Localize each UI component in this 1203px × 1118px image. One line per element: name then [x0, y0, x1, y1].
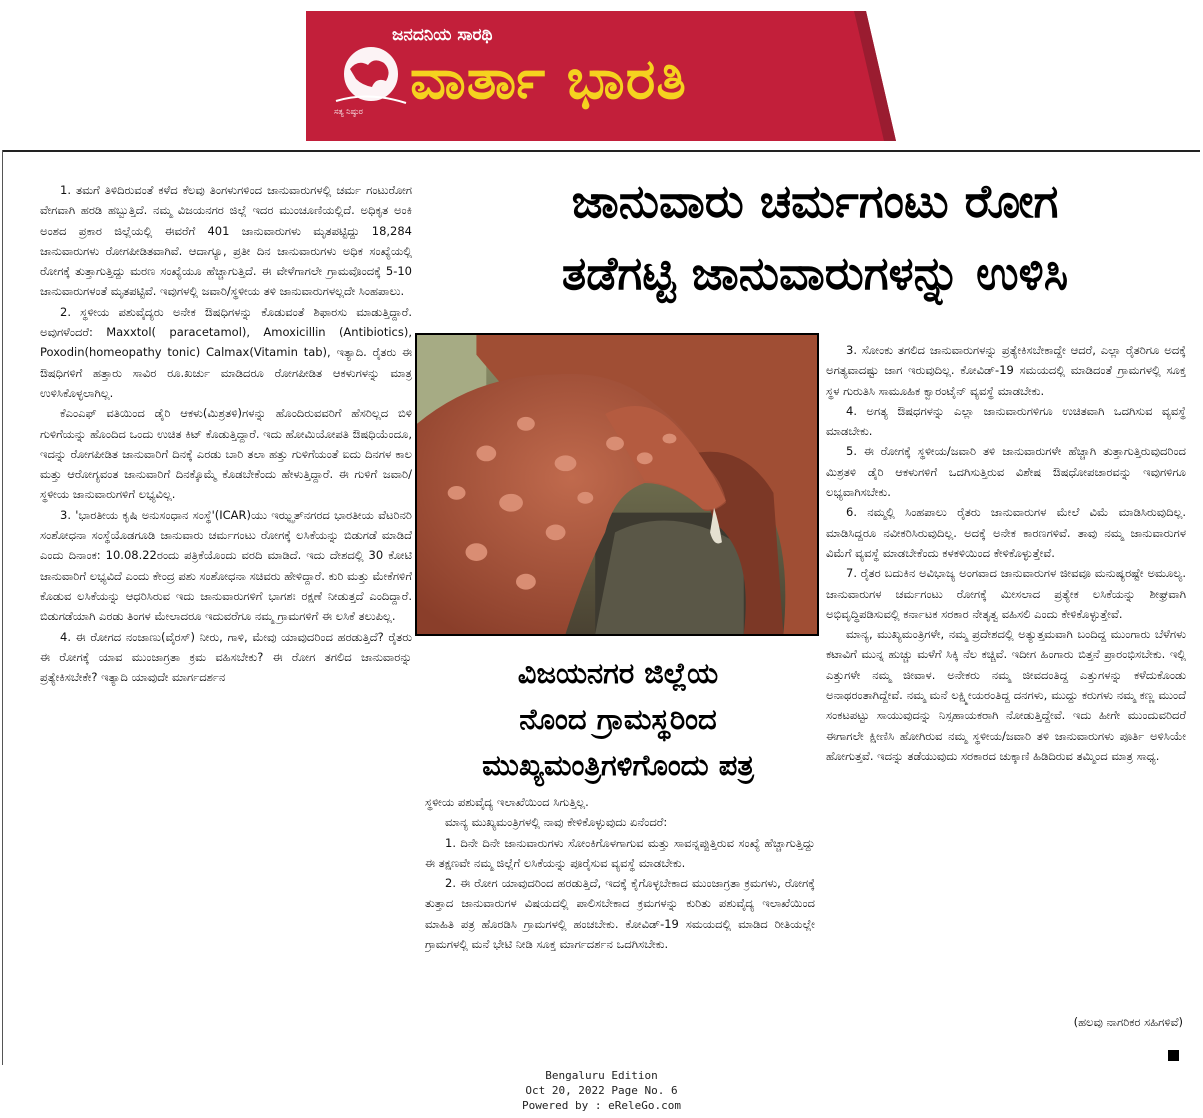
paragraph: 3. 'ಭಾರತೀಯ ಕೃಷಿ ಅನುಸಂಧಾನ ಸಂಸ್ಥೆ'(ICAR)ಯು ಇಝ್ಝತ್‌ನಗರದ ಭಾರತೀಯ ವೆಟರಿನರಿ ಸಂಶೋಧನಾ ಸಂಸ್ಥೆಯೊಡಗೂಡಿ ಜಾನುವಾರು ಚರ್ಮಗಂಟು ರೋಗಕ್ಕೆ ಲಸಿಕೆಯನ್ನು ಬಿಡುಗಡೆ ಮಾಡಿದೆ ಎಂದು ದಿನಾಂಕ: 10.08.22ರಂದು ಪತ್ರಿಕೆಯೊಂದು ವರದಿ ಮಾಡಿದೆ. ಇದು ದೇಶದಲ್ಲಿ 30 ಕೋಟಿ ಜಾನುವಾರಿಗೆ ಲಭ್ಯವಿದೆ ಎಂದು ಕೇಂದ್ರ ಪಶು ಸಂಶೋಧನಾ ಸಚಿವರು ಹೇಳಿದ್ದಾರೆ. ಕುರಿ ಮತ್ತು ಮೇಕೆಗಳಿಗೆ ಕೊಡುವ ಲಸಿಕೆಯನ್ನು ಆಧರಿಸಿರುವ ಇದು ಜಾನುವಾರುಗಳಿಗೆ ಭಾಗಶಃ ರಕ್ಷಣೆ ನೀಡುತ್ತದೆ ಎಂದಿದ್ದಾರೆ. ಬಿಡುಗಡೆಯಾಗಿ ಎರಡು ತಿಂಗಳ ಮೇಲಾದರೂ ಇದುವರೆಗೂ ನಮ್ಮ ಗ್ರಾಮಗಳಿಗೆ ಈ ಲಸಿಕೆ ತಲುಪಿಲ್ಲ. [40, 507, 412, 624]
top-divider [2, 150, 1200, 152]
paragraph: ಮಾನ್ಯ ಮುಖ್ಯಮಂತ್ರಿಗಳಲ್ಲಿ ನಾವು ಕೇಳಿಕೊಳ್ಳುವುದು ಏನೆಂದರೆ: [445, 815, 668, 830]
masthead-tagline: ಜನದನಿಯ ಸಾರಥಿ [392, 25, 493, 45]
footer-powered-by: Powered by : eReleGo.com [522, 1099, 681, 1112]
page-footer [0, 1068, 1203, 1113]
masthead-logo [306, 11, 896, 141]
headline-line-1: ಜಾನುವಾರು ಚರ್ಮಗಂಟು ರೋಗ [571, 174, 1059, 228]
article-signoff: (ಹಲವು ನಾಗರಿಕರ ಸಹಿಗಳಿವೆ) [1073, 1015, 1183, 1029]
end-of-article-mark [1168, 1050, 1179, 1061]
paragraph: 7. ರೈತರ ಬದುಕಿನ ಅವಿಭಾಜ್ಯ ಅಂಗವಾದ ಜಾನುವಾರುಗಳ ಜೀವವೂ ಮನುಷ್ಯರಷ್ಟೇ ಅಮೂಲ್ಯ. ಜಾನುವಾರುಗಳ ಚರ್ಮಗಂಟು ರೋಗಕ್ಕೆ ಮೀಸಲಾದ ಪ್ರತ್ಯೇಕ ಲಸಿಕೆಯನ್ನು ಶೀಘ್ರವಾಗಿ ಅಭಿವೃದ್ಧಿಪಡಿಸುವಲ್ಲಿ ಕರ್ನಾಟಕ ಸರಕಾರ ನೇತೃತ್ವ ವಹಿಸಲಿ ಎಂದು ಕೇಳಿಕೊಳ್ಳುತ್ತೇವೆ. [826, 566, 1186, 621]
footer-date-page: Oct 20, 2022 Page No. 6 [525, 1084, 678, 1097]
paragraph: 3. ಸೋಂಕು ತಗಲಿದ ಜಾನುವಾರುಗಳನ್ನು ಪ್ರತ್ಯೇಕಿಸಬೇಕಾದ್ದೇ ಆದರೆ, ಎಲ್ಲಾ ರೈತರಿಗೂ ಅದಕ್ಕೆ ಅಗತ್ಯವಾದಷ್ಟು ಜಾಗ ಇರುವುದಿಲ್ಲ. ಕೋವಿಡ್-19 ಸಮಯದಲ್ಲಿ ಮಾಡಿದಂತೆ ಗ್ರಾಮಗಳಲ್ಲಿ ಸೂಕ್ತ ಸ್ಥಳ ಗುರುತಿಸಿ ಸಾಮೂಹಿಕ ಕ್ವಾರಂಟೈನ್ ವ್ಯವಸ್ಥೆ ಮಾಡಬೇಕು. [826, 343, 1186, 398]
article-subheadline [418, 650, 818, 788]
paragraph: 4. ಅಗತ್ಯ ಔಷಧಗಳನ್ನು ಎಲ್ಲಾ ಜಾನುವಾರುಗಳಿಗೂ ಉಚಿತವಾಗಿ ಒದಗಿಸುವ ವ್ಯವಸ್ಥೆ ಮಾಡಬೇಕು. [826, 403, 1186, 439]
paragraph: ಕೆಎಂಎಫ್ ವತಿಯಿಂದ ಡೈರಿ ಆಕಳು(ಮಿಶ್ರತಳಿ)ಗಳನ್ನು ಹೊಂದಿರುವವರಿಗೆ ಹೆಸರಿಲ್ಲದ ಬಿಳಿ ಗುಳಿಗೆಯನ್ನು ಹೊಂದಿದ ಒಂದು ಉಚಿತ ಕಿಟ್ ಕೊಡುತ್ತಿದ್ದಾರೆ. ಇದು ಹೋಮಿಯೋಪತಿ ಔಷಧಿಯೆಂದೂ, ಇದನ್ನು ರೋಗಪೀಡಿತ ಜಾನುವಾರಿಗೆ ದಿನಕ್ಕೆ ಎರಡು ಬಾರಿ ತಲಾ ಹತ್ತು ಗುಳಿಗೆಯಂತೆ ಐದು ದಿನಗಳ ಕಾಲ ಮತ್ತು ಆರೋಗ್ಯವಂತ ಜಾನುವಾರಿಗೆ ದಿನಕ್ಕೊಮ್ಮೆ ಕೊಡಬೇಕೆಂದು ಹೇಳುತ್ತಿದ್ದಾರೆ. ಈ ಗುಳಿಗೆ ಜವಾರಿ/ಸ್ಥಳೀಯ ಜಾನುವಾರುಗಳಿಗೆ ಲಭ್ಯವಿಲ್ಲ. [40, 406, 412, 502]
article-headline [430, 165, 1200, 309]
paragraph: ಮಾನ್ಯ, ಮುಖ್ಯಮಂತ್ರಿಗಳೇ, ನಮ್ಮ ಪ್ರದೇಶದಲ್ಲಿ ಅತ್ಯುತ್ತಮವಾಗಿ ಬಂದಿದ್ದ ಮುಂಗಾರು ಬೆಳೆಗಳು ಕಟಾವಿಗೆ ಮುನ್ನ ಹುಚ್ಚು ಮಳೆಗೆ ಸಿಕ್ಕಿ ನೆಲ ಕಚ್ಚಿವೆ. ಇದೀಗ ಹಿಂಗಾರು ಬಿತ್ತನೆ ಪ್ರಾರಂಭಿಸಬೇಕು. ಇಲ್ಲಿ ಎತ್ತುಗಳೇ ನಮ್ಮ ಜೀವಾಳ. ಅನೇಕರು ನಮ್ಮ ಜೀವದಂತಿದ್ದ ಎತ್ತುಗಳನ್ನು ಕಳೆದುಕೊಂಡು ಅನಾಥರಂತಾಗಿದ್ದೇವೆ. ನಮ್ಮ ಮನೆ ಲಕ್ಷ್ಮೀಯರಂತಿದ್ದ ದನಗಳು, ಮುದ್ದು ಕರುಗಳು ನಮ್ಮ ಕಣ್ಣ ಮುಂದೆ ಸಂಕಟಪಟ್ಟು ಸಾಯುವುದನ್ನು ನಿಸ್ಸಹಾಯಕರಾಗಿ ನೋಡುತ್ತಿದ್ದೇವೆ. ಇದು ಹೀಗೇ ಮುಂದುವರಿದರೆ ಈಗಾಗಲೇ ಕ್ಷೀಣಿಸಿ ಹೋಗಿರುವ ನಮ್ಮ ಸ್ಥಳೀಯ/ಜವಾರಿ ತಳಿ ಜಾನುವಾರುಗಳು ಪೂರ್ತಿ ಅಳಿಸಿಯೇ ಹೋಗುತ್ತವೆ. ಇದನ್ನು ತಡೆಯುವುದು ಸರಕಾರದ ಚುಕ್ಕಾಣಿ ಹಿಡಿದಿರುವ ತಮ್ಮಿಂದ ಮಾತ್ರ ಸಾಧ್ಯ. [826, 627, 1186, 763]
paragraph: 1. ತಮಗೆ ತಿಳಿದಿರುವಂತೆ ಕಳೆದ ಕೆಲವು ತಿಂಗಳುಗಳಿಂದ ಜಾನುವಾರುಗಳಲ್ಲಿ ಚರ್ಮ ಗಂಟುರೋಗ ವೇಗವಾಗಿ ಹರಡಿ ಹಬ್ಬುತ್ತಿದೆ. ನಮ್ಮ ವಿಜಯನಗರ ಜಿಲ್ಲೆ ಇದರ ಮುಂಚೂಣಿಯಲ್ಲಿದೆ. ಅಧಿಕೃತ ಅಂಕಿ ಅಂಶದ ಪ್ರಕಾರ ಜಿಲ್ಲೆಯಲ್ಲಿ ಈವರೆಗೆ 401 ಜಾನುವಾರುಗಳು ಮೃತಪಟ್ಟಿದ್ದು 18,284 ಜಾನುವಾರುಗಳು ರೋಗಪೀಡಿತವಾಗಿವೆ. ಆದಾಗ್ಯೂ, ಪ್ರತೀ ದಿನ ಜಾನುವಾರುಗಳು ಅಧಿಕ ಸಂಖ್ಯೆಯಲ್ಲಿ ರೋಗಕ್ಕೆ ತುತ್ತಾಗುತ್ತಿದ್ದು ಮರಣ ಸಂಖ್ಯೆಯೂ ಹೆಚ್ಚಾಗುತ್ತಿದೆ. ಈ ವೇಳೆಗಾಗಲೇ ಗ್ರಾಮವೊಂದಕ್ಕೆ 5-10 ಜಾನುವಾರುಗಳಂತೆ ಮೃತಪಟ್ಟಿವೆ. ಇವುಗಳಲ್ಲಿ ಜವಾರಿ/ಸ್ಥಳೀಯ ತಳಿ ಜಾನುವಾರುಗಳಲ್ಲದೇ ಸಿಂಹಪಾಲು. [40, 183, 412, 299]
article-column-middle [425, 792, 815, 1060]
cow-photo-illustration [417, 335, 817, 634]
subheadline-line-2: ನೊಂದ ಗ್ರಾಮಸ್ಥರಿಂದ [519, 702, 717, 736]
article-photo [415, 333, 819, 636]
left-border [2, 150, 3, 1065]
article-column-left [40, 180, 412, 1060]
article-column-right [826, 340, 1186, 1042]
paragraph: 6. ನಮ್ಮಲ್ಲಿ ಸಿಂಹಪಾಲು ರೈತರು ಜಾನುವಾರುಗಳ ಮೇಲೆ ವಿಮೆ ಮಾಡಿಸಿರುವುದಿಲ್ಲ. ಮಾಡಿಸಿದ್ದರೂ ನವೀಕರಿಸಿರುವುದಿಲ್ಲ. ಅದಕ್ಕೆ ಅನೇಕ ಕಾರಣಗಳಿವೆ. ತಾವು ನಮ್ಮ ಜಾನುವಾರುಗಳ ವಿಮೆಗೆ ವ್ಯವಸ್ಥೆ ಮಾಡಬೇಕೆಂದು ಕಳಕಳಿಯಿಂದ ಕೇಳಿಕೊಳ್ಳುತ್ತೇವೆ. [826, 505, 1186, 560]
masthead-motto: ಸತ್ಯ ನಿಷ್ಠುರ [334, 107, 363, 116]
paragraph: 4. ಈ ರೋಗದ ನಂಜಾಣು(ವೈರಸ್) ನೀರು, ಗಾಳಿ, ಮೇವು ಯಾವುದರಿಂದ ಹರಡುತ್ತಿದೆ? ರೈತರು ಈ ರೋಗಕ್ಕೆ ಯಾವ ಮುಂಜಾಗ್ರತಾ ಕ್ರಮ ವಹಿಸಬೇಕು? ಈ ರೋಗ ತಗಲಿದ ಜಾನುವಾರನ್ನು ಪ್ರತ್ಯೇಕಿಸಬೇಕೇ? ಇತ್ಯಾದಿ ಯಾವುದೇ ಮಾರ್ಗದರ್ಶನ [40, 629, 412, 685]
paragraph: ಸ್ಥಳೀಯ ಪಶುವೈದ್ಯ ಇಲಾಖೆಯಿಂದ ಸಿಗುತ್ತಿಲ್ಲ. [425, 795, 589, 809]
paragraph: 1. ದಿನೇ ದಿನೇ ಜಾನುವಾರುಗಳು ಸೋಂಕಿಗೊಳಗಾಗುವ ಮತ್ತು ಸಾವನ್ನಪ್ಪುತ್ತಿರುವ ಸಂಖ್ಯೆ ಹೆಚ್ಚಾಗುತ್ತಿದ್ದು ಈ ತಕ್ಷಣವೇ ನಮ್ಮ ಜಿಲ್ಲೆಗೆ ಲಸಿಕೆಯನ್ನು ಪೂರೈಸುವ ವ್ಯವಸ್ಥೆ ಮಾಡಬೇಕು. [425, 835, 815, 870]
masthead-brand-name: ವಾರ್ತಾ ಭಾರತಿ [410, 47, 687, 112]
paragraph: 5. ಈ ರೋಗಕ್ಕೆ ಸ್ಥಳೀಯ/ಜವಾರಿ ತಳಿ ಜಾನುವಾರುಗಳೇ ಹೆಚ್ಚಾಗಿ ತುತ್ತಾಗುತ್ತಿರುವುದರಿಂದ ಮಿಶ್ರತಳಿ ಡೈರಿ ಆಕಳುಗಳಿಗೆ ಒದಗಿಸುತ್ತಿರುವ ವಿಶೇಷ ಔಷಧೋಪಚಾರವನ್ನು ಇವುಗಳಿಗೂ ಲಭ್ಯವಾಗಿಸಬೇಕು. [826, 444, 1186, 500]
headline-line-2: ತಡೆಗಟ್ಟಿ ಜಾನುವಾರುಗಳನ್ನು ಉಳಿಸಿ [561, 246, 1069, 300]
paragraph: 2. ಸ್ಥಳೀಯ ಪಶುವೈದ್ಯರು ಅನೇಕ ಔಷಧಿಗಳನ್ನು ಕೊಡುವಂತೆ ಶಿಫಾರಸು ಮಾಡುತ್ತಿದ್ದಾರೆ. ಅವುಗಳೆಂದರೆ: Maxxtol( paracetamol), Amoxicillin (Antibiotics), Poxodin(homeopathy tonic) Calmax(Vitamin tab), ಇತ್ಯಾದಿ. ರೈತರು ಈ ಔಷಧಿಗಳಿಗೆ ಹತ್ತಾರು ಸಾವಿರ ರೂ.ಖರ್ಚು ಮಾಡಿದರೂ ರೋಗಪೀಡಿತ ಆಕಳುಗಳನ್ನು ಮಾತ್ರ ಉಳಿಸಿಕೊಳ್ಳಲಾಗಿಲ್ಲ. [40, 304, 412, 400]
footer-edition: Bengaluru Edition [545, 1069, 658, 1082]
subheadline-line-1: ವಿಜಯನಗರ ಜಿಲ್ಲೆಯ [517, 656, 719, 690]
subheadline-line-3: ಮುಖ್ಯಮಂತ್ರಿಗಳಿಗೊಂದು ಪತ್ರ [482, 748, 754, 782]
paragraph: 2. ಈ ರೋಗ ಯಾವುದರಿಂದ ಹರಡುತ್ತಿದೆ, ಇದಕ್ಕೆ ಕೈಗೊಳ್ಳಬೇಕಾದ ಮುಂಜಾಗ್ರತಾ ಕ್ರಮಗಳು, ರೋಗಕ್ಕೆ ತುತ್ತಾದ ಜಾನುವಾರುಗಳ ವಿಷಯದಲ್ಲಿ ಪಾಲಿಸಬೇಕಾದ ಕ್ರಮಗಳನ್ನು ಕುರಿತು ಪಶುವೈದ್ಯ ಇಲಾಖೆಯಿಂದ ಮಾಹಿತಿ ಪತ್ರ ಹೊರಡಿಸಿ ಗ್ರಾಮಗಳಲ್ಲಿ ಹಂಚಬೇಕು. ಕೋವಿಡ್-19 ಸಮಯದಲ್ಲಿ ಮಾಡಿದ ರೀತಿಯಲ್ಲೇ ಗ್ರಾಮಗಳಲ್ಲಿ ಮನೆ ಭೇಟಿ ನೀಡಿ ಸೂಕ್ತ ಮಾರ್ಗದರ್ಶನ ಒದಗಿಸಬೇಕು. [425, 876, 815, 952]
